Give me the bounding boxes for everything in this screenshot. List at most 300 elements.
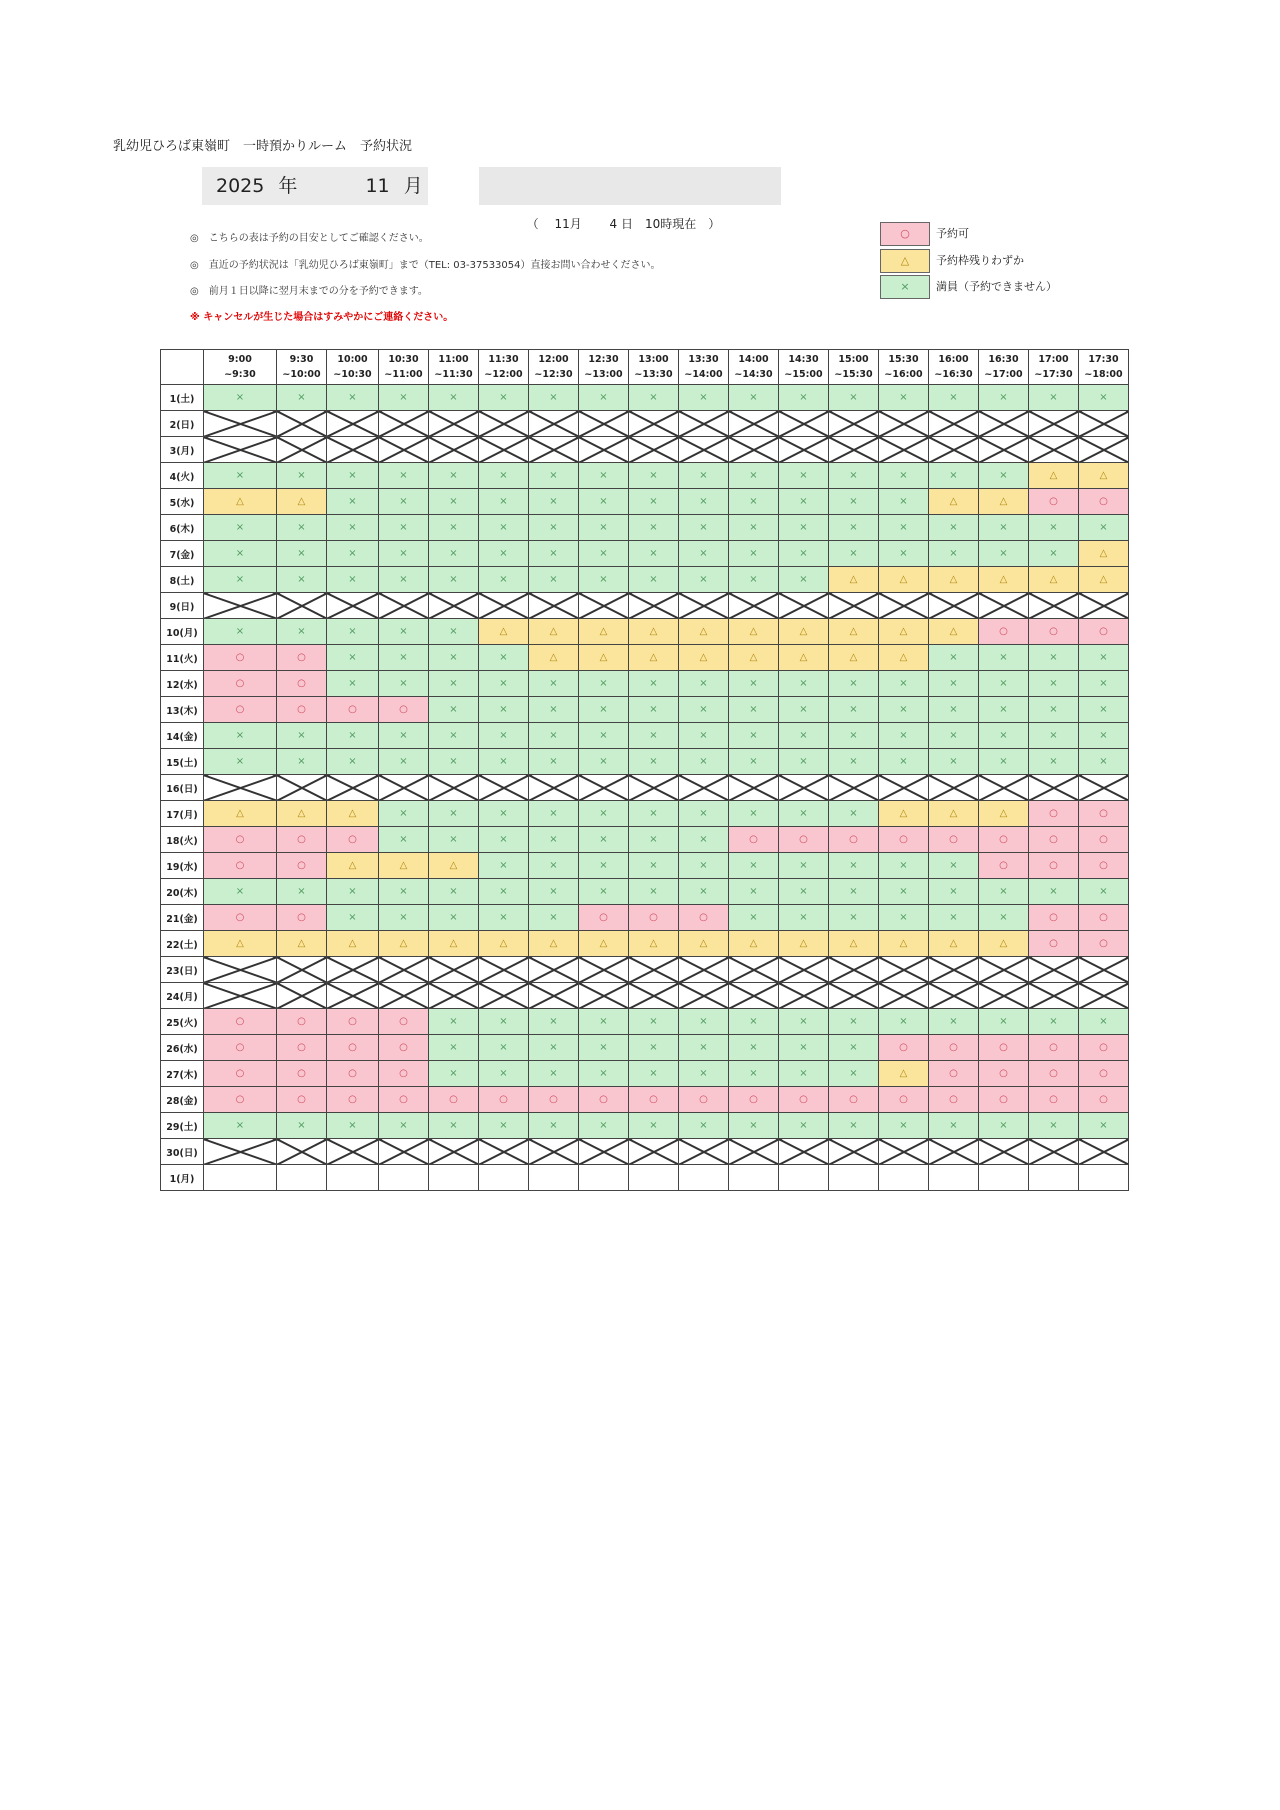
slot-available: ○ — [1029, 619, 1079, 645]
slot-few-left: △ — [379, 853, 429, 879]
slot-full: × — [379, 619, 429, 645]
slot-full: × — [579, 879, 629, 905]
slot-closed — [1079, 957, 1129, 983]
slot-full: × — [629, 385, 679, 411]
slot-few-left: △ — [327, 801, 379, 827]
slot-full: × — [429, 801, 479, 827]
as-of-text: （ 11月 4 日 10時現在 ） — [526, 217, 721, 231]
day-row — [161, 801, 1129, 827]
slot-full: × — [529, 567, 579, 593]
slot-full: × — [979, 463, 1029, 489]
slot-few-left: △ — [529, 645, 579, 671]
slot-empty — [579, 1165, 629, 1191]
day-label: 3(月) — [161, 437, 204, 463]
slot-available: ○ — [1079, 619, 1129, 645]
slot-few-left: △ — [429, 853, 479, 879]
slot-full: × — [779, 853, 829, 879]
slot-few-left: △ — [277, 489, 327, 515]
slot-full: × — [277, 749, 327, 775]
slot-full: × — [1029, 541, 1079, 567]
slot-full: × — [879, 489, 929, 515]
slot-full: × — [579, 463, 629, 489]
day-label: 27(木) — [161, 1061, 204, 1087]
slot-closed — [479, 957, 529, 983]
slot-full: × — [327, 671, 379, 697]
slot-few-left: △ — [327, 853, 379, 879]
slot-available: ○ — [979, 827, 1029, 853]
time-slot-header — [327, 350, 379, 385]
slot-empty — [429, 1165, 479, 1191]
slot-closed — [579, 775, 629, 801]
slot-few-left: △ — [979, 567, 1029, 593]
slot-closed — [629, 411, 679, 437]
slot-few-left: △ — [879, 567, 929, 593]
day-row — [161, 645, 1129, 671]
slot-closed — [1029, 437, 1079, 463]
slot-full: × — [529, 515, 579, 541]
slot-closed — [1029, 411, 1079, 437]
slot-full: × — [829, 879, 879, 905]
day-row — [161, 437, 1129, 463]
slot-closed — [277, 437, 327, 463]
slot-few-left: △ — [729, 931, 779, 957]
legend-swatch-available: ○ — [880, 222, 930, 246]
day-row — [161, 1035, 1129, 1061]
time-slot-end: ~13:00 — [584, 369, 623, 380]
slot-closed — [879, 437, 929, 463]
slot-empty — [529, 1165, 579, 1191]
slot-full: × — [479, 385, 529, 411]
day-label: 29(土) — [161, 1113, 204, 1139]
slot-few-left: △ — [929, 567, 979, 593]
slot-full: × — [1079, 749, 1129, 775]
slot-closed — [929, 983, 979, 1009]
slot-full: × — [579, 853, 629, 879]
legend-few-left — [880, 249, 1100, 273]
slot-full: × — [929, 879, 979, 905]
slot-empty — [879, 1165, 929, 1191]
slot-available: ○ — [679, 905, 729, 931]
note-1: ◎ こちらの表は予約の目安としてご確認ください。 — [190, 233, 429, 244]
slot-closed — [277, 1139, 327, 1165]
slot-full: × — [779, 541, 829, 567]
note-3: ◎ 前月１日以降に翌月末までの分を予約できます。 — [190, 286, 428, 297]
slot-few-left: △ — [779, 645, 829, 671]
slot-closed — [929, 775, 979, 801]
slot-full: × — [204, 619, 277, 645]
time-slot-end: ~9:30 — [224, 369, 256, 380]
slot-few-left: △ — [479, 619, 529, 645]
day-label: 12(水) — [161, 671, 204, 697]
slot-full: × — [479, 827, 529, 853]
slot-closed — [1079, 437, 1129, 463]
slot-available: ○ — [679, 1087, 729, 1113]
time-slot-end: ~11:00 — [384, 369, 423, 380]
day-label: 28(金) — [161, 1087, 204, 1113]
slot-available: ○ — [1029, 1061, 1079, 1087]
day-label: 9(日) — [161, 593, 204, 619]
slot-available: ○ — [979, 1061, 1029, 1087]
slot-closed — [629, 593, 679, 619]
slot-available: ○ — [379, 1035, 429, 1061]
slot-full: × — [529, 905, 579, 931]
slot-full: × — [1029, 879, 1079, 905]
slot-full: × — [379, 879, 429, 905]
slot-closed — [929, 437, 979, 463]
slot-available: ○ — [379, 1061, 429, 1087]
slot-available: ○ — [929, 1061, 979, 1087]
slot-closed — [1029, 775, 1079, 801]
day-label: 1(土) — [161, 385, 204, 411]
slot-full: × — [729, 749, 779, 775]
slot-full: × — [579, 1113, 629, 1139]
time-slot-start: 13:30 — [688, 354, 719, 365]
time-slot-header — [779, 350, 829, 385]
time-slot-end: ~11:30 — [434, 369, 473, 380]
slot-few-left: △ — [204, 801, 277, 827]
slot-full: × — [929, 1113, 979, 1139]
legend-full — [880, 275, 1100, 299]
slot-full: × — [429, 879, 479, 905]
slot-few-left: △ — [579, 619, 629, 645]
slot-few-left: △ — [779, 619, 829, 645]
slot-available: ○ — [277, 1087, 327, 1113]
slot-closed — [879, 593, 929, 619]
year-value: 2025 — [216, 175, 265, 197]
slot-full: × — [579, 1009, 629, 1035]
slot-closed — [879, 983, 929, 1009]
slot-closed — [1029, 1139, 1079, 1165]
slot-closed — [779, 775, 829, 801]
month-value: 11 — [365, 175, 390, 197]
slot-closed — [779, 437, 829, 463]
slot-full: × — [327, 463, 379, 489]
day-row — [161, 541, 1129, 567]
slot-closed — [479, 775, 529, 801]
slot-full: × — [679, 463, 729, 489]
slot-full: × — [529, 489, 579, 515]
slot-full: × — [479, 1035, 529, 1061]
slot-few-left: △ — [729, 645, 779, 671]
day-label: 10(月) — [161, 619, 204, 645]
slot-full: × — [729, 1113, 779, 1139]
day-label: 30(日) — [161, 1139, 204, 1165]
slot-closed — [629, 957, 679, 983]
slot-full: × — [679, 879, 729, 905]
slot-full: × — [529, 385, 579, 411]
slot-full: × — [277, 879, 327, 905]
slot-full: × — [679, 853, 729, 879]
slot-closed — [779, 983, 829, 1009]
slot-full: × — [879, 723, 929, 749]
slot-closed — [429, 437, 479, 463]
slot-full: × — [729, 567, 779, 593]
slot-full: × — [429, 567, 479, 593]
slot-full: × — [327, 645, 379, 671]
slot-full: × — [629, 723, 679, 749]
slot-few-left: △ — [979, 489, 1029, 515]
slot-available: ○ — [579, 905, 629, 931]
slot-full: × — [679, 515, 729, 541]
day-row — [161, 619, 1129, 645]
slot-full: × — [277, 463, 327, 489]
slot-full: × — [729, 1009, 779, 1035]
slot-full: × — [327, 385, 379, 411]
slot-full: × — [529, 801, 579, 827]
time-slot-start: 13:00 — [638, 354, 669, 365]
slot-available: ○ — [327, 1087, 379, 1113]
slot-empty — [379, 1165, 429, 1191]
day-row — [161, 411, 1129, 437]
slot-full: × — [379, 541, 429, 567]
slot-full: × — [429, 645, 479, 671]
slot-closed — [979, 411, 1029, 437]
slot-full: × — [429, 515, 479, 541]
slot-full: × — [204, 385, 277, 411]
slot-full: × — [829, 1061, 879, 1087]
time-slot-start: 15:00 — [838, 354, 869, 365]
slot-full: × — [879, 697, 929, 723]
slot-full: × — [779, 1009, 829, 1035]
slot-few-left: △ — [879, 645, 929, 671]
slot-full: × — [929, 723, 979, 749]
slot-closed — [327, 957, 379, 983]
slot-available: ○ — [204, 1087, 277, 1113]
slot-full: × — [429, 1113, 479, 1139]
time-slot-start: 10:30 — [388, 354, 419, 365]
slot-few-left: △ — [429, 931, 479, 957]
slot-full: × — [679, 567, 729, 593]
slot-closed — [1079, 983, 1129, 1009]
slot-full: × — [929, 853, 979, 879]
slot-full: × — [929, 515, 979, 541]
slot-full: × — [679, 827, 729, 853]
slot-full: × — [429, 1035, 479, 1061]
slot-few-left: △ — [779, 931, 829, 957]
slot-full: × — [779, 697, 829, 723]
slot-full: × — [679, 489, 729, 515]
time-slot-start: 15:30 — [888, 354, 919, 365]
slot-full: × — [379, 489, 429, 515]
slot-full: × — [829, 801, 879, 827]
slot-closed — [529, 957, 579, 983]
slot-available: ○ — [979, 619, 1029, 645]
slot-full: × — [479, 853, 529, 879]
time-slot-end: ~17:00 — [984, 369, 1023, 380]
slot-available: ○ — [1079, 1061, 1129, 1087]
slot-full: × — [1079, 697, 1129, 723]
slot-available: ○ — [829, 827, 879, 853]
slot-few-left: △ — [1079, 541, 1129, 567]
slot-full: × — [277, 723, 327, 749]
slot-available: ○ — [204, 1061, 277, 1087]
slot-full: × — [679, 671, 729, 697]
time-slot-end: ~14:00 — [684, 369, 723, 380]
slot-full: × — [629, 1061, 679, 1087]
time-slot-start: 17:30 — [1088, 354, 1119, 365]
slot-available: ○ — [579, 1087, 629, 1113]
slot-few-left: △ — [1029, 463, 1079, 489]
slot-full: × — [579, 801, 629, 827]
slot-full: × — [579, 671, 629, 697]
slot-full: × — [929, 697, 979, 723]
day-label: 7(金) — [161, 541, 204, 567]
slot-few-left: △ — [629, 645, 679, 671]
slot-closed — [879, 411, 929, 437]
slot-closed — [204, 437, 277, 463]
slot-closed — [327, 593, 379, 619]
slot-full: × — [1029, 723, 1079, 749]
slot-closed — [979, 593, 1029, 619]
time-slot-end: ~16:30 — [934, 369, 973, 380]
time-slot-header — [379, 350, 429, 385]
slot-available: ○ — [729, 827, 779, 853]
slot-few-left: △ — [929, 801, 979, 827]
slot-full: × — [1029, 697, 1079, 723]
slot-full: × — [1079, 645, 1129, 671]
slot-available: ○ — [204, 1009, 277, 1035]
slot-full: × — [429, 749, 479, 775]
day-label: 11(火) — [161, 645, 204, 671]
day-row — [161, 515, 1129, 541]
slot-full: × — [779, 515, 829, 541]
slot-empty — [1079, 1165, 1129, 1191]
slot-closed — [829, 593, 879, 619]
slot-available: ○ — [629, 1087, 679, 1113]
slot-few-left: △ — [679, 931, 729, 957]
slot-available: ○ — [379, 1087, 429, 1113]
slot-full: × — [929, 385, 979, 411]
slot-full: × — [429, 489, 479, 515]
slot-full: × — [1029, 1113, 1079, 1139]
day-row — [161, 697, 1129, 723]
slot-full: × — [579, 567, 629, 593]
time-slot-end: ~10:30 — [333, 369, 372, 380]
slot-full: × — [979, 385, 1029, 411]
slot-closed — [929, 593, 979, 619]
slot-closed — [379, 411, 429, 437]
year-month-box — [202, 167, 428, 205]
slot-closed — [327, 1139, 379, 1165]
slot-full: × — [479, 879, 529, 905]
slot-few-left: △ — [679, 619, 729, 645]
slot-full: × — [529, 853, 579, 879]
slot-full: × — [829, 1009, 879, 1035]
slot-closed — [579, 593, 629, 619]
slot-closed — [327, 437, 379, 463]
slot-full: × — [729, 463, 779, 489]
time-slot-end: ~16:00 — [884, 369, 923, 380]
slot-full: × — [879, 385, 929, 411]
slot-full: × — [204, 463, 277, 489]
slot-closed — [529, 1139, 579, 1165]
slot-full: × — [879, 749, 929, 775]
slot-closed — [204, 775, 277, 801]
slot-available: ○ — [277, 905, 327, 931]
slot-available: ○ — [429, 1087, 479, 1113]
time-slot-header — [629, 350, 679, 385]
slot-full: × — [829, 385, 879, 411]
as-of-box — [479, 167, 781, 231]
day-label: 5(水) — [161, 489, 204, 515]
slot-full: × — [1029, 749, 1079, 775]
slot-full: × — [729, 671, 779, 697]
slot-closed — [729, 437, 779, 463]
slot-closed — [579, 957, 629, 983]
time-slot-end: ~12:00 — [484, 369, 523, 380]
slot-full: × — [679, 385, 729, 411]
slot-full: × — [1079, 671, 1129, 697]
slot-few-left: △ — [327, 931, 379, 957]
slot-available: ○ — [204, 697, 277, 723]
slot-available: ○ — [879, 827, 929, 853]
slot-full: × — [679, 801, 729, 827]
slot-full: × — [579, 515, 629, 541]
slot-full: × — [479, 697, 529, 723]
slot-full: × — [529, 723, 579, 749]
day-row — [161, 983, 1129, 1009]
slot-full: × — [479, 645, 529, 671]
slot-full: × — [429, 385, 479, 411]
slot-closed — [679, 437, 729, 463]
slot-closed — [529, 983, 579, 1009]
slot-closed — [479, 411, 529, 437]
slot-closed — [479, 983, 529, 1009]
slot-full: × — [679, 541, 729, 567]
slot-full: × — [679, 723, 729, 749]
slot-full: × — [204, 749, 277, 775]
slot-closed — [829, 957, 879, 983]
slot-closed — [429, 957, 479, 983]
slot-available: ○ — [327, 1035, 379, 1061]
slot-closed — [529, 775, 579, 801]
slot-full: × — [379, 749, 429, 775]
time-slot-header — [679, 350, 729, 385]
slot-full: × — [979, 749, 1029, 775]
slot-full: × — [779, 801, 829, 827]
slot-full: × — [204, 515, 277, 541]
slot-available: ○ — [1079, 853, 1129, 879]
slot-closed — [1079, 1139, 1129, 1165]
slot-full: × — [529, 1009, 579, 1035]
slot-few-left: △ — [579, 645, 629, 671]
slot-full: × — [729, 489, 779, 515]
slot-closed — [829, 1139, 879, 1165]
slot-full: × — [1029, 515, 1079, 541]
slot-full: × — [479, 567, 529, 593]
slot-full: × — [729, 879, 779, 905]
slot-available: ○ — [1029, 905, 1079, 931]
slot-full: × — [379, 723, 429, 749]
time-slot-end: ~14:30 — [734, 369, 773, 380]
slot-full: × — [829, 515, 879, 541]
slot-closed — [277, 775, 327, 801]
slot-closed — [277, 411, 327, 437]
page-title: 乳幼児ひろば東嶺町 一時預かりルーム 予約状況 — [113, 139, 413, 154]
time-slot-header — [729, 350, 779, 385]
slot-few-left: △ — [879, 1061, 929, 1087]
slot-closed — [679, 957, 729, 983]
slot-closed — [779, 957, 829, 983]
slot-full: × — [629, 541, 679, 567]
day-label: 13(木) — [161, 697, 204, 723]
slot-empty — [979, 1165, 1029, 1191]
day-row — [161, 749, 1129, 775]
slot-empty — [277, 1165, 327, 1191]
slot-full: × — [379, 1113, 429, 1139]
slot-full: × — [277, 619, 327, 645]
slot-available: ○ — [204, 1035, 277, 1061]
